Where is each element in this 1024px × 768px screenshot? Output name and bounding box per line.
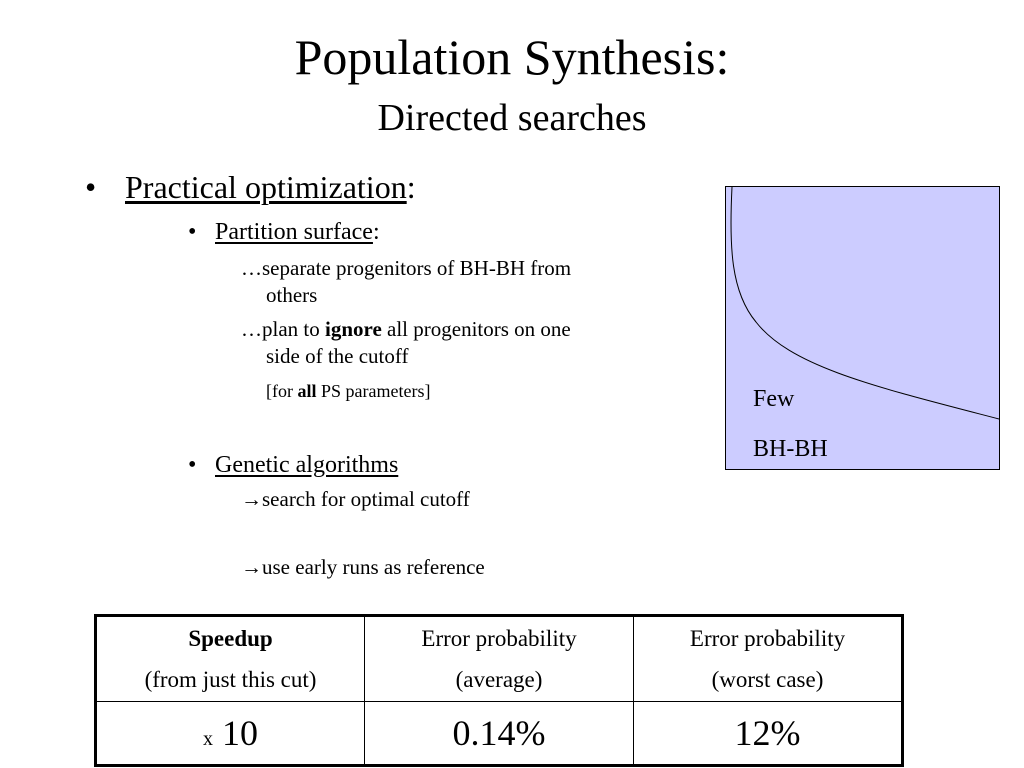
partition-curve-svg (726, 187, 999, 469)
slide-subtitle: Directed searches (377, 97, 647, 139)
partition-line-2-bold: ignore (325, 317, 382, 341)
genetic-algorithms-label: Genetic algorithms (215, 452, 399, 478)
header-speedup-sub: (from just this cut) (144, 667, 317, 692)
partition-suffix: : (372, 219, 380, 245)
partition-figure (725, 186, 1000, 470)
partition-surface-heading (215, 218, 380, 246)
header-error-average (365, 616, 634, 702)
bullet-marker: • (85, 169, 97, 205)
genetic-item-1 (241, 486, 470, 513)
bullet-marker: • (188, 452, 197, 478)
partition-line-2-pre: …plan to (241, 317, 325, 341)
header-error-worst-sub: (worst case) (711, 667, 824, 692)
partition-note-post: PS parameters] (316, 381, 431, 401)
header-error-worst (634, 616, 903, 702)
partition-line-1: …separate progenitors of BH-BH from (241, 256, 572, 280)
header-speedup-title: Speedup (188, 626, 273, 651)
figure-label-few: Few (753, 386, 795, 412)
partition-note-bold: all (297, 381, 317, 401)
speedup-prefix: x (203, 728, 213, 750)
partition-line-1-cont: others (266, 283, 318, 307)
partition-note (266, 379, 430, 403)
speedup-value: 10 (222, 713, 258, 753)
genetic-algorithms-heading (215, 451, 398, 479)
heading-practical-optimization (125, 168, 416, 206)
partition-line-2 (241, 316, 571, 343)
partition-note-pre: [for (266, 381, 298, 401)
header-error-average-sub: (average) (455, 667, 543, 692)
arrow-icon: → (241, 487, 262, 511)
table-header-row (96, 616, 903, 702)
table-row (96, 702, 903, 766)
slide-title: Population Synthesis: (294, 29, 730, 85)
figure-label-bhbh: BH-BH (753, 436, 828, 462)
heading-suffix: : (406, 169, 416, 205)
arrow-icon: → (241, 555, 262, 579)
results-table (94, 614, 904, 767)
cell-speedup (96, 702, 365, 766)
partition-line-2-cont: side of the cutoff (266, 344, 409, 368)
heading-text: Practical optimization (125, 169, 407, 205)
partition-line-2-post: all progenitors on one (381, 317, 571, 341)
header-speedup (96, 616, 365, 702)
header-error-average-title: Error probability (421, 626, 577, 651)
bullet-marker: • (188, 219, 197, 245)
header-error-worst-title: Error probability (689, 626, 846, 651)
partition-surface-label: Partition surface (215, 219, 373, 245)
cell-error-average: 0.14% (365, 702, 634, 766)
genetic-item-2 (241, 554, 485, 581)
genetic-item-1-text: search for optimal cutoff (262, 487, 470, 511)
cell-error-worst: 12% (634, 702, 903, 766)
genetic-item-2-text: use early runs as reference (262, 555, 485, 579)
